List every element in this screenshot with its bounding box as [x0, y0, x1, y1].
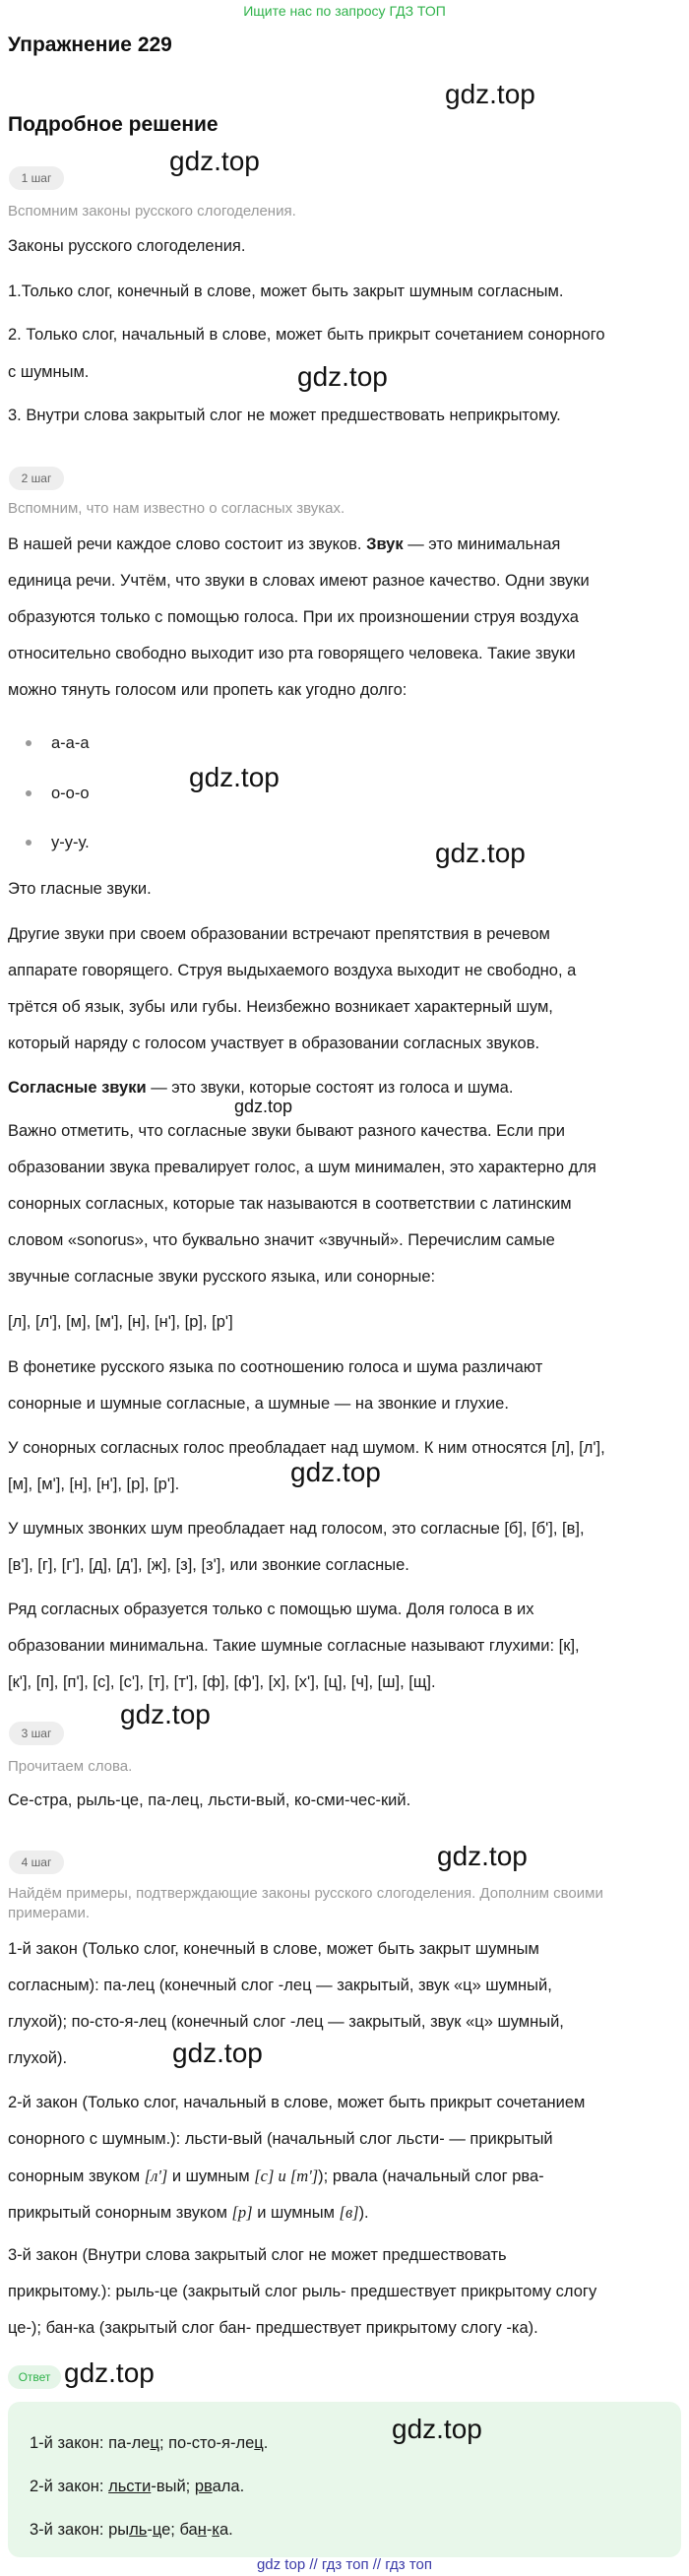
- text: -: [206, 2521, 213, 2539]
- paragraph: 3. Внутри слова закрытый слог не может предшествовать неприкрытому.: [8, 407, 561, 424]
- list-item: [8, 730, 90, 756]
- watermark: gdz.top: [297, 361, 388, 392]
- paragraph: с шумным.: [8, 363, 90, 381]
- text: — это звуки, которые состоят из голоса и шума.: [146, 1079, 514, 1097]
- paragraph-line: относительно свободно выходит изо рта говорящего человека. Такие звуки: [8, 645, 576, 662]
- paragraph-line: согласным): па-лец (конечный слог -лец — закрытый, звук «ц» шумный,: [8, 1977, 552, 1994]
- bullet-icon: [26, 790, 31, 796]
- list-text: у-у-у.: [51, 834, 90, 851]
- phonetic-transcription: [л']: [144, 2167, 168, 2185]
- watermark: gdz.top: [172, 2038, 263, 2068]
- paragraph-line: образуются только с помощью голоса. При их произношении струя воздуха: [8, 608, 579, 626]
- paragraph-line: Важно отметить, что согласные звуки бывают разного качества. Если при: [8, 1122, 565, 1140]
- text: ); рвала (начальный слог рва-: [318, 2168, 544, 2185]
- text: ).: [358, 2204, 369, 2222]
- phonetic-transcription: [с] и [т']: [254, 2167, 319, 2185]
- paragraph-line: можно тянуть голосом или пропеть как угодно долго:: [8, 681, 407, 699]
- paragraph-line: 2-й закон (Только слог, начальный в слове, может быть прикрыт сочетанием: [8, 2094, 586, 2111]
- text: ; по-сто-я-ле: [158, 2434, 255, 2452]
- paragraph-line: Ряд согласных образуется только с помощью шума. Доля голоса в их: [8, 1601, 534, 1618]
- paragraph-line: звучные согласные звуки русского языка, или сонорные:: [8, 1268, 436, 1286]
- paragraph-line: образовании минимальна. Такие шумные согласные называют глухими: [к],: [8, 1637, 580, 1655]
- text: 3-й закон: ры: [30, 2521, 130, 2539]
- paragraph-line: В фонетике русского языка по соотношению голоса и шума различают: [8, 1358, 543, 1376]
- paragraph: [8, 1070, 677, 1106]
- paragraph-line: глухой).: [8, 2049, 68, 2067]
- list-item: [8, 830, 90, 855]
- text: .: [263, 2434, 269, 2452]
- paragraph-line: трётся об язык, зубы или губы. Неизбежно возникает характерный шум,: [8, 998, 553, 1016]
- top-banner[interactable]: Ищите нас по запросу ГДЗ ТОП: [243, 3, 446, 19]
- paragraph-line: [к'], [п], [п'], [с], [с'], [т], [т'], [ф], [ф'], [х], [х'], [ц], [ч], [ш], [щ].: [8, 1673, 436, 1691]
- list-item: [8, 781, 90, 806]
- watermark: gdz.top: [445, 79, 535, 109]
- watermark: gdz.top: [64, 2357, 155, 2388]
- paragraph-line: прикрытому.): рыль-це (закрытый слог рыль- предшествует прикрытому слогу: [8, 2283, 597, 2300]
- paragraph-line: [8, 2194, 677, 2231]
- watermark: gdz.top: [120, 1699, 211, 1729]
- watermark: gdz.top: [435, 838, 526, 868]
- phonetic-transcription: [р]: [231, 2203, 253, 2222]
- list-text: а-а-а: [51, 734, 90, 752]
- underlined-sound: н: [197, 2521, 207, 2539]
- paragraph-line: сонорных согласных, которые так называются в соответствии с латинским: [8, 1195, 572, 1213]
- underlined-sound: ц: [152, 2521, 162, 2539]
- paragraph-line: сонорного с шумным.): льсти-вый (начальный слог льсти- — прикрытый: [8, 2130, 553, 2148]
- underlined-sound: льсти: [108, 2478, 152, 2495]
- bullet-icon: [26, 840, 31, 846]
- paragraph-line: [8, 2158, 677, 2195]
- step-badge: 2 шаг: [9, 467, 64, 490]
- answer-line: [30, 2517, 233, 2543]
- underlined-sound: ц: [150, 2434, 159, 2452]
- phonetic-transcription: [в]: [339, 2203, 359, 2222]
- paragraph-line: глухой); по-сто-я-лец (конечный слог -лец — закрытый, звук «ц» шумный,: [8, 2013, 564, 2031]
- text: е; ба: [161, 2521, 198, 2539]
- paragraph: [8, 527, 677, 563]
- text: и шумным: [252, 2204, 340, 2222]
- paragraph-line: единица речи. Учтём, что звуки в словах имеют разное качество. Одни звуки: [8, 572, 590, 590]
- text: сонорным звуком: [8, 2168, 145, 2185]
- paragraph: Это гласные звуки.: [8, 880, 152, 898]
- paragraph-line: це-); бан-ка (закрытый слог бан- предшествует прикрытому слогу -ка).: [8, 2319, 538, 2337]
- text: прикрытый сонорным звуком: [8, 2204, 232, 2222]
- paragraph-line: образовании звука превалирует голос, а шум минимален, это характерно для: [8, 1159, 596, 1176]
- answer-line: [30, 2430, 268, 2456]
- term: Согласные звуки: [8, 1079, 147, 1097]
- paragraph: Се-стра, рыль-це, па-лец, льсти-вый, ко-сми-чес-кий.: [8, 1791, 411, 1809]
- paragraph-line: [в'], [г], [г'], [д], [д'], [ж], [з], [з'], или звонкие согласные.: [8, 1556, 409, 1574]
- paragraph-line: [м], [м'], [н], [н'], [р], [р'].: [8, 1476, 180, 1493]
- underlined-sound: ц: [254, 2434, 264, 2452]
- underlined-sound: рв: [194, 2478, 213, 2495]
- step-hint: Вспомним, что нам известно о согласных звуках.: [8, 500, 345, 517]
- watermark: gdz.top: [189, 762, 280, 792]
- watermark: gdz.top: [392, 2414, 482, 2444]
- step-badge: 3 шаг: [9, 1722, 64, 1745]
- text: 1-й закон: па-ле: [30, 2434, 151, 2452]
- paragraph-line: который наряду с голосом участвует в образовании согласных звуков.: [8, 1035, 540, 1052]
- paragraph: Законы русского слогоделения.: [8, 237, 246, 255]
- paragraph-line: аппарате говорящего. Струя выдыхаемого воздуха выходит не свободно, а: [8, 962, 577, 979]
- watermark: gdz.top: [437, 1841, 528, 1871]
- text: В нашей речи каждое слово состоит из звуков.: [8, 535, 367, 553]
- text: -: [147, 2521, 153, 2539]
- page-title: Упражнение 229: [8, 33, 172, 56]
- step-hint: Вспомним законы русского слогоделения.: [8, 203, 296, 220]
- paragraph-line: сонорные и шумные согласные, а шумные — на звонкие и глухие.: [8, 1395, 509, 1413]
- footer-links[interactable]: gdz top // гдз топ // гдз топ: [256, 2556, 433, 2573]
- text: 2-й закон:: [30, 2478, 109, 2495]
- step-hint: Прочитаем слова.: [8, 1758, 133, 1775]
- paragraph-line: 3-й закон (Внутри слова закрытый слог не может предшествовать: [8, 2246, 507, 2264]
- paragraph-line: Другие звуки при своем образовании встречают препятствия в речевом: [8, 925, 550, 943]
- step-badge: 4 шаг: [9, 1851, 64, 1874]
- watermark: gdz.top: [234, 1097, 293, 1116]
- paragraph-line: У шумных звонких шум преобладает над голосом, это согласные [б], [б'], [в],: [8, 1520, 585, 1538]
- text: — это минимальная: [403, 535, 561, 553]
- paragraph-line: словом «sonorus», что буквально значит «звучный». Перечислим самые: [8, 1231, 555, 1249]
- list-text: о-о-о: [51, 785, 90, 802]
- text: ала.: [212, 2478, 245, 2495]
- step-hint: Найдём примеры, подтверждающие законы русского слогоделения. Дополним своими: [8, 1885, 603, 1902]
- text: -вый;: [151, 2478, 195, 2495]
- paragraph-line: 1-й закон (Только слог, конечный в слове, может быть закрыт шумным: [8, 1940, 539, 1958]
- watermark: gdz.top: [169, 146, 260, 176]
- paragraph: 1.Только слог, конечный в слове, может быть закрыт шумным согласным.: [8, 283, 564, 300]
- solution-heading: Подробное решение: [8, 113, 219, 136]
- watermark: gdz.top: [290, 1457, 381, 1487]
- step-badge: 1 шаг: [9, 166, 64, 190]
- answer-badge: Ответ: [8, 2365, 61, 2389]
- text: а.: [219, 2521, 233, 2539]
- answer-line: [30, 2474, 244, 2499]
- paragraph: 2. Только слог, начальный в слове, может быть прикрыт сочетанием сонорного: [8, 326, 605, 344]
- underlined-sound: ль: [129, 2521, 148, 2539]
- underlined-sound: к: [212, 2521, 219, 2539]
- text: и шумным: [167, 2168, 255, 2185]
- step-hint: примерами.: [8, 1905, 91, 1921]
- bullet-icon: [26, 740, 31, 746]
- paragraph: [л], [л'], [м], [м'], [н], [н'], [р], [р']: [8, 1313, 233, 1331]
- paragraph-line: У сонорных согласных голос преобладает над шумом. К ним относятся [л], [л'],: [8, 1439, 605, 1457]
- term: Звук: [366, 535, 404, 553]
